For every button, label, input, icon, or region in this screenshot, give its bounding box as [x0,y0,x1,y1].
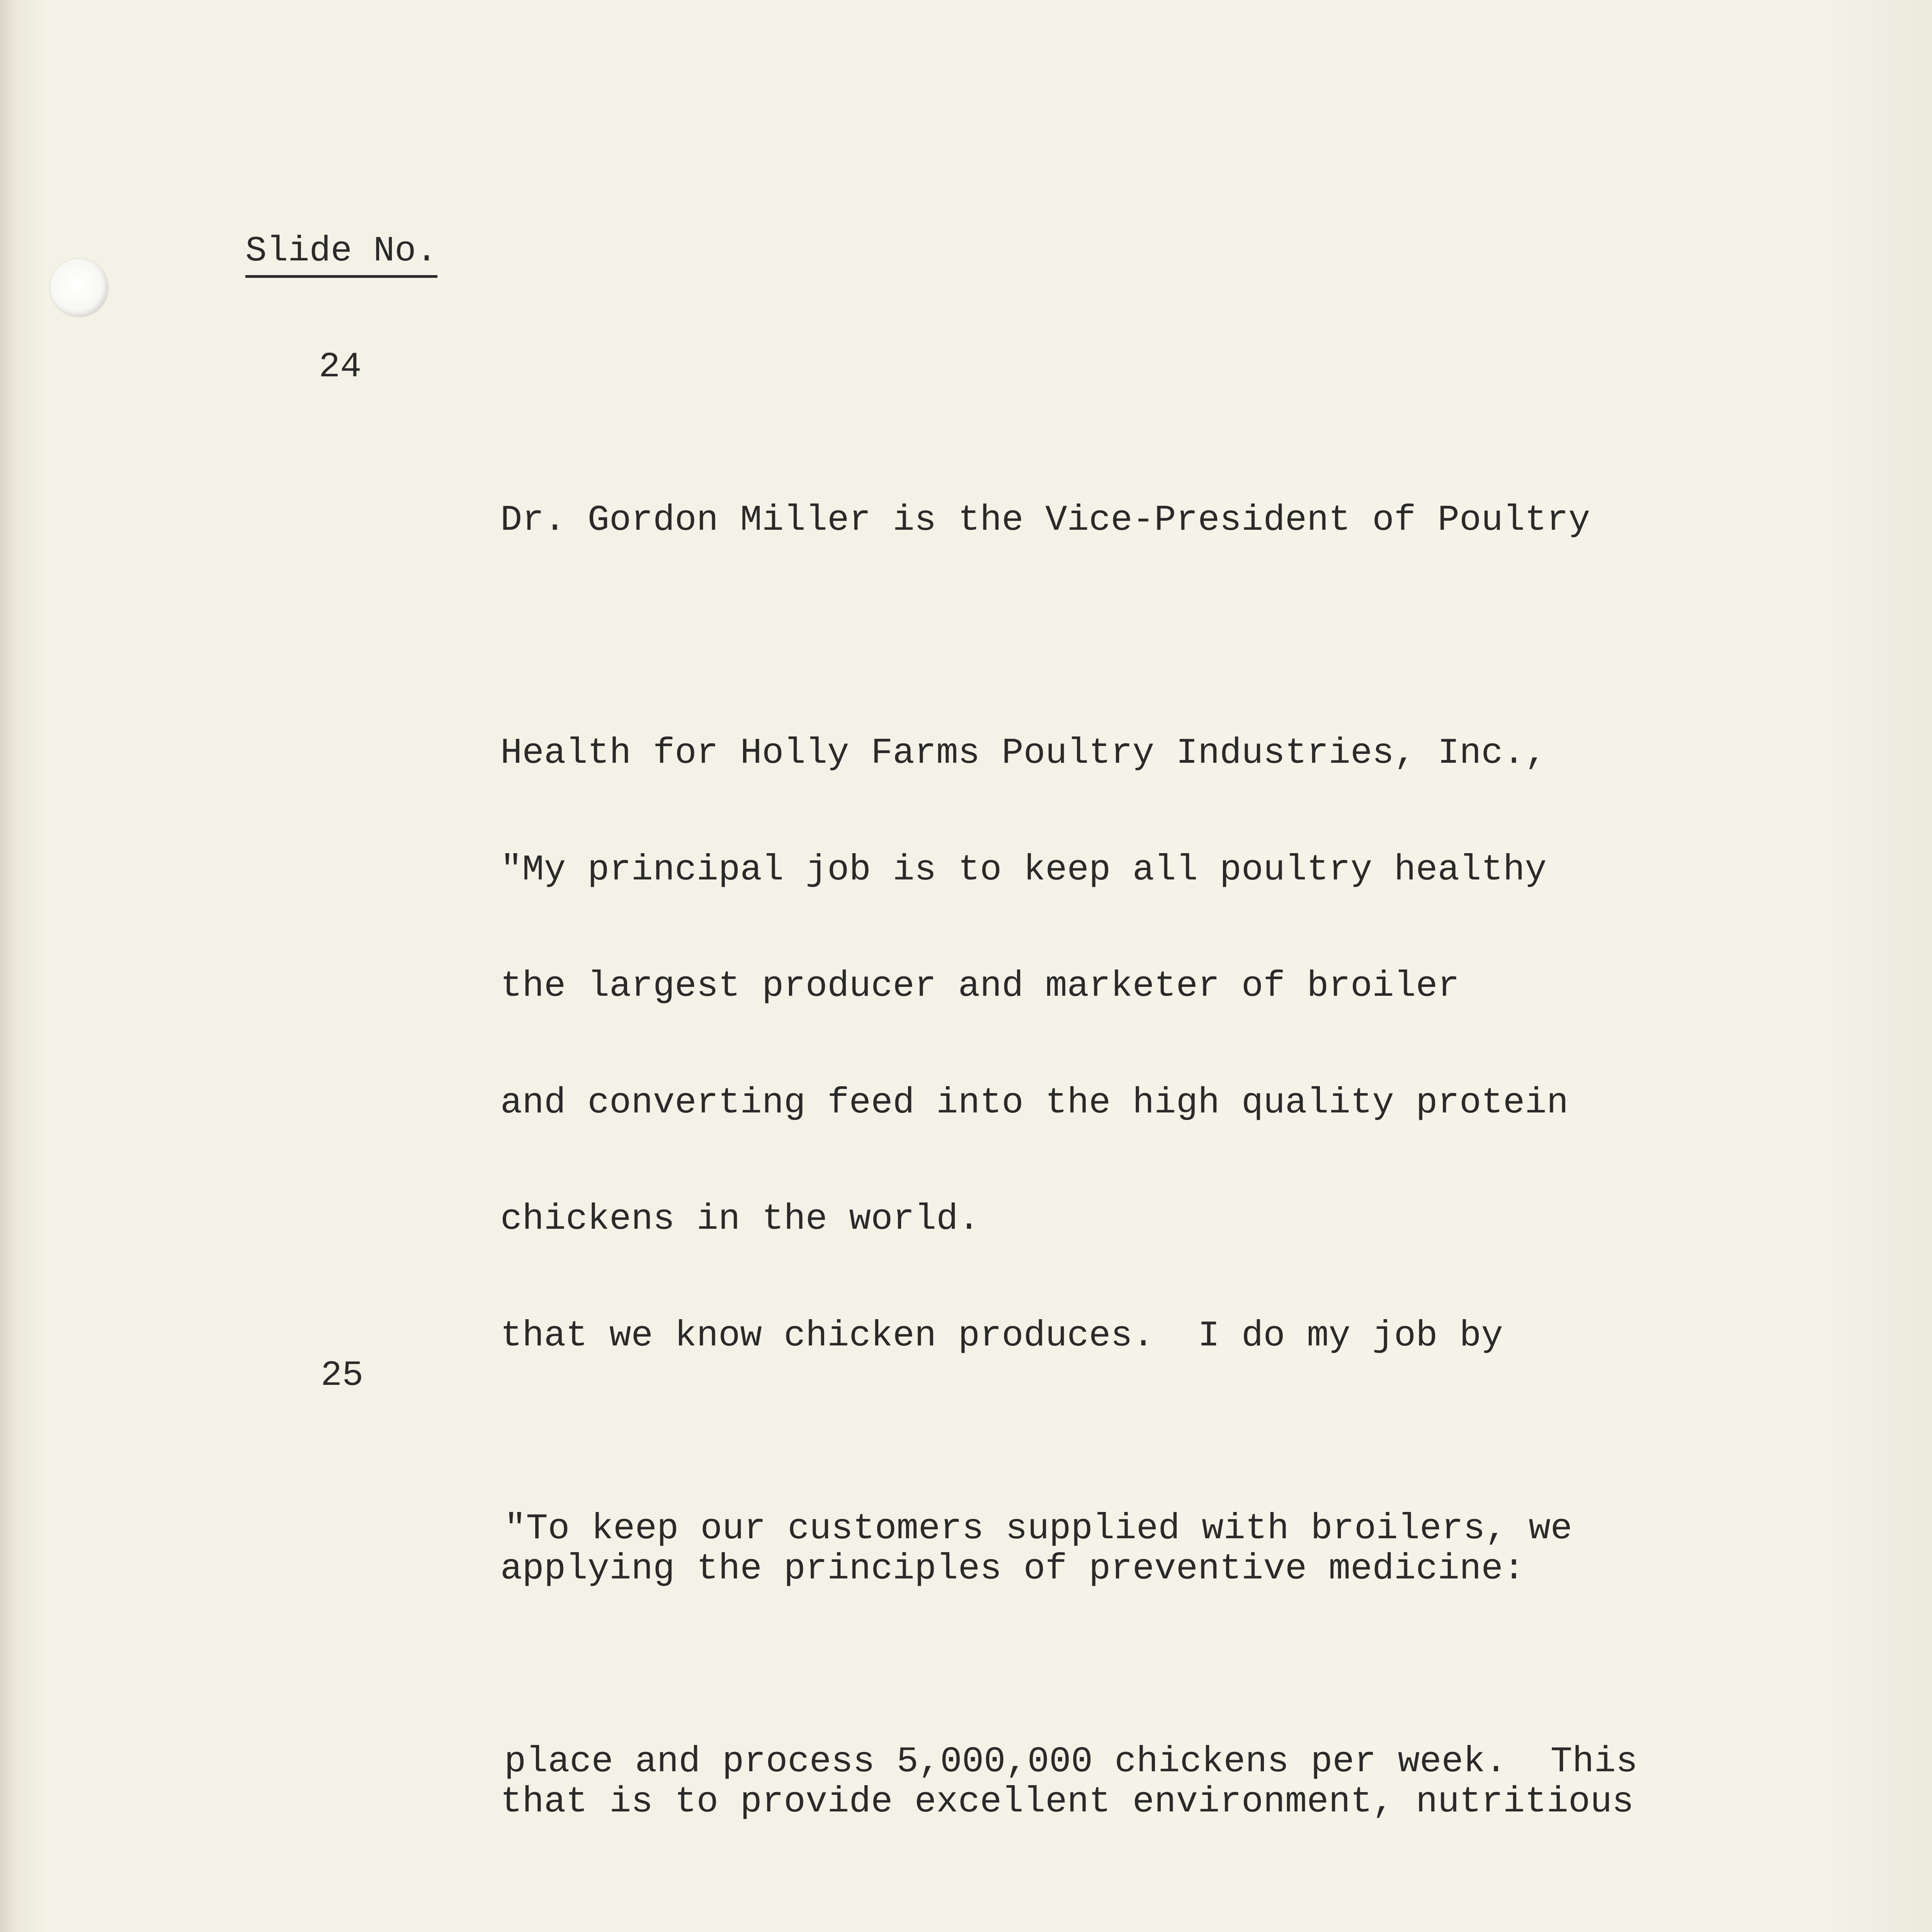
text-line: chickens in the world. [500,1199,980,1240]
text-line: Health for Holly Farms Poultry Industries, Inc., [500,733,1547,774]
text-line: "My principal job is to keep all poultry healthy [500,850,1547,891]
text-line: place and process 5,000,000 chickens per week. This [504,1742,1638,1782]
slide-number-24: 24 [319,347,362,387]
text-line: that is to provide excellent environment, nutritious [500,1782,1634,1823]
text-line: the largest producer and marketer of broiler [500,966,1460,1007]
punch-hole [50,259,108,317]
text-line: applying the principles of preventive medicine: [500,1549,1525,1590]
text-line: Dr. Gordon Miller is the Vice-President of Poultry [500,500,1590,541]
slide-number-25: 25 [321,1355,364,1396]
paragraph-supply-quote [504,1335,1638,1932]
text-line: "To keep our customers supplied with broilers, we [504,1509,1573,1549]
text-line: that we know chicken produces. I do my job by [500,1316,1503,1357]
text-line: and converting feed into the high quality protein [500,1083,1569,1124]
slide-number-heading: Slide No. [245,228,437,278]
